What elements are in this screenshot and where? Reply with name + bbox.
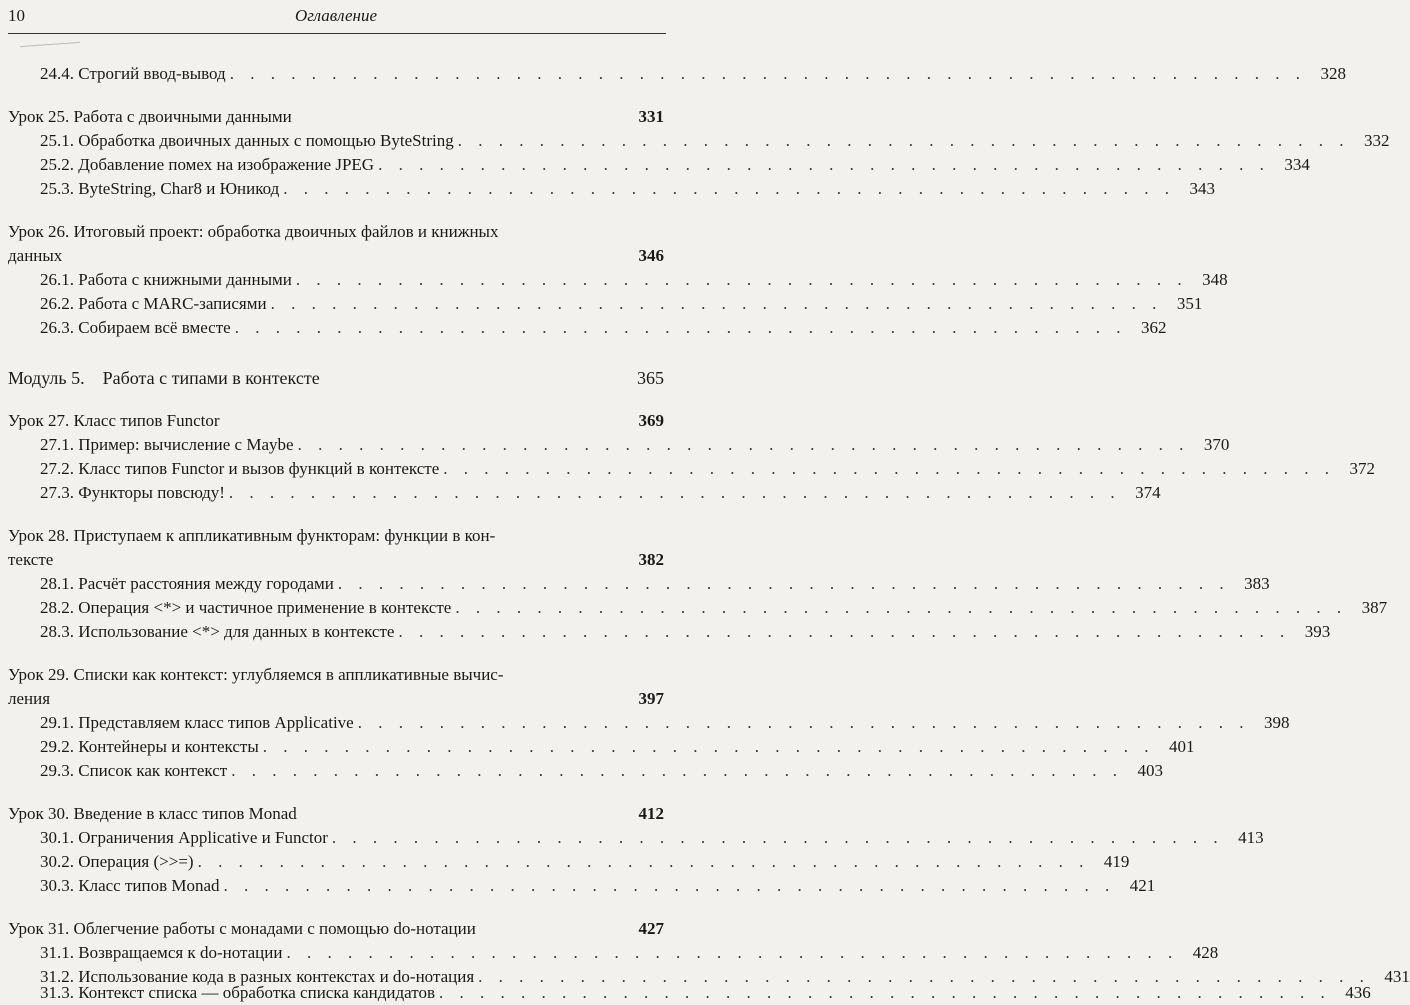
toc-entry-30-1 [40, 826, 1264, 850]
toc-lesson-26-line1: Урок 26. Итоговый проект: обработка двоичных файлов и книжных [8, 222, 499, 241]
toc-entry-29-2 [40, 735, 1195, 759]
toc-entry-page: 362 [1140, 318, 1167, 337]
toc-entry-24-4 [40, 62, 1346, 86]
toc-entry-28-2 [40, 596, 1388, 620]
dot-leader: . . . . . . . . . . . . . . . . . . . . . . . . . . . . . . . . . . . . . . . . . . . . [234, 318, 1127, 337]
dot-leader: . . . . . . . . . . . . . . . . . . . . . . . . . . . . . . . . . . . . . . . . . . . . [398, 622, 1291, 641]
lesson-title: Урок 27. Класс типов Functor [8, 411, 220, 430]
toc-lesson-30 [8, 802, 664, 826]
toc-entry-label: 29.2. Контейнеры и контексты [40, 737, 259, 756]
toc-entry-page: 428 [1192, 943, 1219, 962]
toc-entry-page: 332 [1363, 131, 1390, 150]
dot-leader: . . . . . . . . . . . . . . . . . . . . . . . . . . . . . . . . . . . . . . . . . . . . [378, 155, 1270, 174]
toc-entry-label: 30.3. Класс типов Monad [40, 876, 220, 895]
toc-entry-page: 421 [1129, 876, 1156, 895]
toc-lesson-25 [8, 105, 664, 129]
toc-entry-page: 387 [1361, 598, 1388, 617]
toc-entry-label: 24.4. Строгий ввод-вывод [40, 64, 226, 83]
toc-entry-label: 29.3. Список как контекст [40, 761, 228, 780]
toc-lesson-29-line2 [8, 687, 664, 711]
toc-entry-page: 401 [1169, 737, 1195, 756]
toc-entry-26-3 [40, 316, 1167, 340]
page-number: 10 [8, 6, 25, 25]
toc-entry-page: 348 [1202, 270, 1228, 289]
toc-entry-label: 27.2. Класс типов Functor и вызов функций в контексте [40, 459, 440, 478]
toc-entry-31-1 [40, 941, 1219, 965]
toc-entry-label: 26.3. Собираем всё вместе [40, 318, 231, 337]
toc-entry-page: 403 [1137, 761, 1163, 780]
toc-entry-label: 31.2. Использование кода в разных контекстах и do-нотация [40, 967, 475, 986]
lesson-title: Урок 31. Облегчение работы с монадами с помощью do-нотации [8, 919, 476, 938]
toc-entry-label: 28.3. Использование <*> для данных в контексте [40, 622, 395, 641]
dot-leader: . . . . . . . . . . . . . . . . . . . . . . . . . . . . . . . . . . . . . . . . . . . . [331, 828, 1224, 847]
toc-entry-page: 413 [1238, 828, 1264, 847]
lesson-page: 382 [638, 550, 664, 569]
toc-entry-26-2 [40, 292, 1203, 316]
toc-entry-label: 28.2. Операция <*> и частичное применение в контексте [40, 598, 452, 617]
toc-module-5 [8, 366, 664, 390]
dot-leader: . . . . . . . . . . . . . . . . . . . . . . . . . . . . . . . . . . . . . . . . . . . . [357, 713, 1250, 732]
lesson-title: Урок 25. Работа с двоичными данными [8, 107, 292, 126]
dot-leader: . . . . . . . . . . . . . . . . . . . . . . . . . . . . . . . . . . . . . . . . . . . . [295, 270, 1188, 289]
toc-lesson-28-line2 [8, 548, 664, 572]
toc-entry-28-3 [40, 620, 1331, 644]
toc-entry-label: 31.1. Возвращаемся к do-нотации [40, 943, 283, 962]
toc-entry-29-1 [40, 711, 1290, 735]
toc-entry-25-1 [40, 129, 1390, 153]
dot-leader: . . . . . . . . . . . . . . . . . . . . . . . . . . . . . . . . . . . . . . . . . . . . [443, 459, 1336, 478]
lesson-title-cont: тексте [8, 550, 54, 569]
toc-entry-page: 398 [1263, 713, 1290, 732]
toc-lesson-31 [8, 917, 664, 941]
toc-entry-page: 419 [1103, 852, 1130, 871]
module-page: 365 [637, 368, 664, 388]
toc-entry-30-3 [40, 874, 1156, 898]
toc-lesson-29-line1: Урок 29. Списки как контекст: углубляемся в аппликативные вычис- [8, 665, 504, 684]
toc-entry-26-1 [40, 268, 1228, 292]
dot-leader: . . . . . . . . . . . . . . . . . . . . . . . . . . . . . . . . . . . . . . . . . . . . [231, 761, 1123, 780]
module-title: Модуль 5. Работа с типами в контексте [8, 368, 320, 388]
lesson-page: 369 [638, 411, 664, 430]
toc-entry-page: 328 [1320, 64, 1346, 83]
dot-leader: . . . . . . . . . . . . . . . . . . . . . . . . . . . . . . . . . . . . . . . . . . . . [270, 294, 1163, 313]
lesson-page: 427 [638, 919, 664, 938]
toc-entry-label: 25.1. Обработка двоичных данных с помощью ByteString [40, 131, 454, 150]
toc-entry-28-1 [40, 572, 1270, 596]
toc-lesson-28-line1: Урок 28. Приступаем к аппликативным функторам: функции в кон- [8, 526, 496, 545]
toc-entry-label: 25.3. ByteString, Char8 и Юникод [40, 179, 280, 198]
toc-entry-label: 25.2. Добавление помех на изображение JPEG [40, 155, 375, 174]
lesson-title-cont: ления [8, 689, 51, 708]
toc-entry-page: 370 [1203, 435, 1230, 454]
dot-leader: . . . . . . . . . . . . . . . . . . . . . . . . . . . . . . . . . . . . . . . . . . . . [478, 967, 1370, 986]
toc-entry-25-2 [40, 153, 1310, 177]
toc-lesson-27 [8, 409, 664, 433]
dot-leader: . . . . . . . . . . . . . . . . . . . . . . . . . . . . . . . . . . . . . . . . . . . . [228, 483, 1121, 502]
lesson-title: Урок 30. Введение в класс типов Monad [8, 804, 297, 823]
toc-entry-label: 30.2. Операция (>>=) [40, 852, 194, 871]
toc-entry-label: 29.1. Представляем класс типов Applicative [40, 713, 354, 732]
dot-leader: . . . . . . . . . . . . . . . . . . . . . . . . . . . . . . . . . . . . . . . . . . . . [439, 983, 1331, 1002]
toc-entry-page: 431 [1384, 967, 1410, 986]
toc-entry-label: 30.1. Ограничения Applicative и Functor [40, 828, 328, 847]
toc-entry-label: 27.1. Пример: вычисление с Maybe [40, 435, 294, 454]
toc-entry-label: 27.3. Функторы повсюду! [40, 483, 225, 502]
toc-entry-label: 26.2. Работа с MARC-записями [40, 294, 267, 313]
toc-entry-page: 343 [1189, 179, 1216, 198]
dot-leader: . . . . . . . . . . . . . . . . . . . . . . . . . . . . . . . . . . . . . . . . . . . . [283, 179, 1176, 198]
lesson-page: 412 [638, 804, 664, 823]
dot-leader: . . . . . . . . . . . . . . . . . . . . . . . . . . . . . . . . . . . . . . . . . . . . [455, 598, 1348, 617]
toc-entry-27-1 [40, 433, 1230, 457]
toc-entry-label: 28.1. Расчёт расстояния между городами [40, 574, 334, 593]
dot-leader: . . . . . . . . . . . . . . . . . . . . . . . . . . . . . . . . . . . . . . . . . . . . [223, 876, 1116, 895]
lesson-page: 397 [638, 689, 664, 708]
toc-entry-27-2 [40, 457, 1376, 481]
toc-entry-label: 26.1. Работа с книжными данными [40, 270, 292, 289]
dot-leader: . . . . . . . . . . . . . . . . . . . . . . . . . . . . . . . . . . . . . . . . . . . . [457, 131, 1350, 150]
toc-lesson-26-line2 [8, 244, 664, 268]
lesson-title-cont: данных [8, 246, 63, 265]
lesson-page: 346 [638, 246, 664, 265]
toc-entry-page: 374 [1135, 483, 1161, 502]
toc-entry-page: 436 [1345, 983, 1371, 1002]
toc-entry-page: 372 [1349, 459, 1376, 478]
toc-entry-page: 334 [1284, 155, 1310, 174]
toc-entry-29-3 [40, 759, 1163, 783]
dot-leader: . . . . . . . . . . . . . . . . . . . . . . . . . . . . . . . . . . . . . . . . . . . . . . . . . . . . . [229, 64, 1306, 83]
running-title: Оглавление [294, 6, 378, 25]
lesson-page: 331 [638, 107, 664, 126]
toc-entry-page: 393 [1304, 622, 1331, 641]
toc-entry-31-3 [40, 983, 1371, 1002]
toc-entry-30-2 [40, 850, 1130, 874]
toc-entry-25-3 [40, 177, 1216, 201]
dot-leader: . . . . . . . . . . . . . . . . . . . . . . . . . . . . . . . . . . . . . . . . . . . . [337, 574, 1230, 593]
toc-entry-27-3 [40, 481, 1161, 505]
dot-leader: . . . . . . . . . . . . . . . . . . . . . . . . . . . . . . . . . . . . . . . . . . . . [262, 737, 1155, 756]
toc-entry-page: 351 [1176, 294, 1203, 313]
dot-leader: . . . . . . . . . . . . . . . . . . . . . . . . . . . . . . . . . . . . . . . . . . . . [197, 852, 1090, 871]
toc-entry-label: 31.3. Контекст списка — обработка списка кандидатов [40, 983, 436, 1002]
dot-leader: . . . . . . . . . . . . . . . . . . . . . . . . . . . . . . . . . . . . . . . . . . . . [286, 943, 1179, 962]
toc-entry-page: 383 [1244, 574, 1270, 593]
dot-leader: . . . . . . . . . . . . . . . . . . . . . . . . . . . . . . . . . . . . . . . . . . . . [297, 435, 1190, 454]
